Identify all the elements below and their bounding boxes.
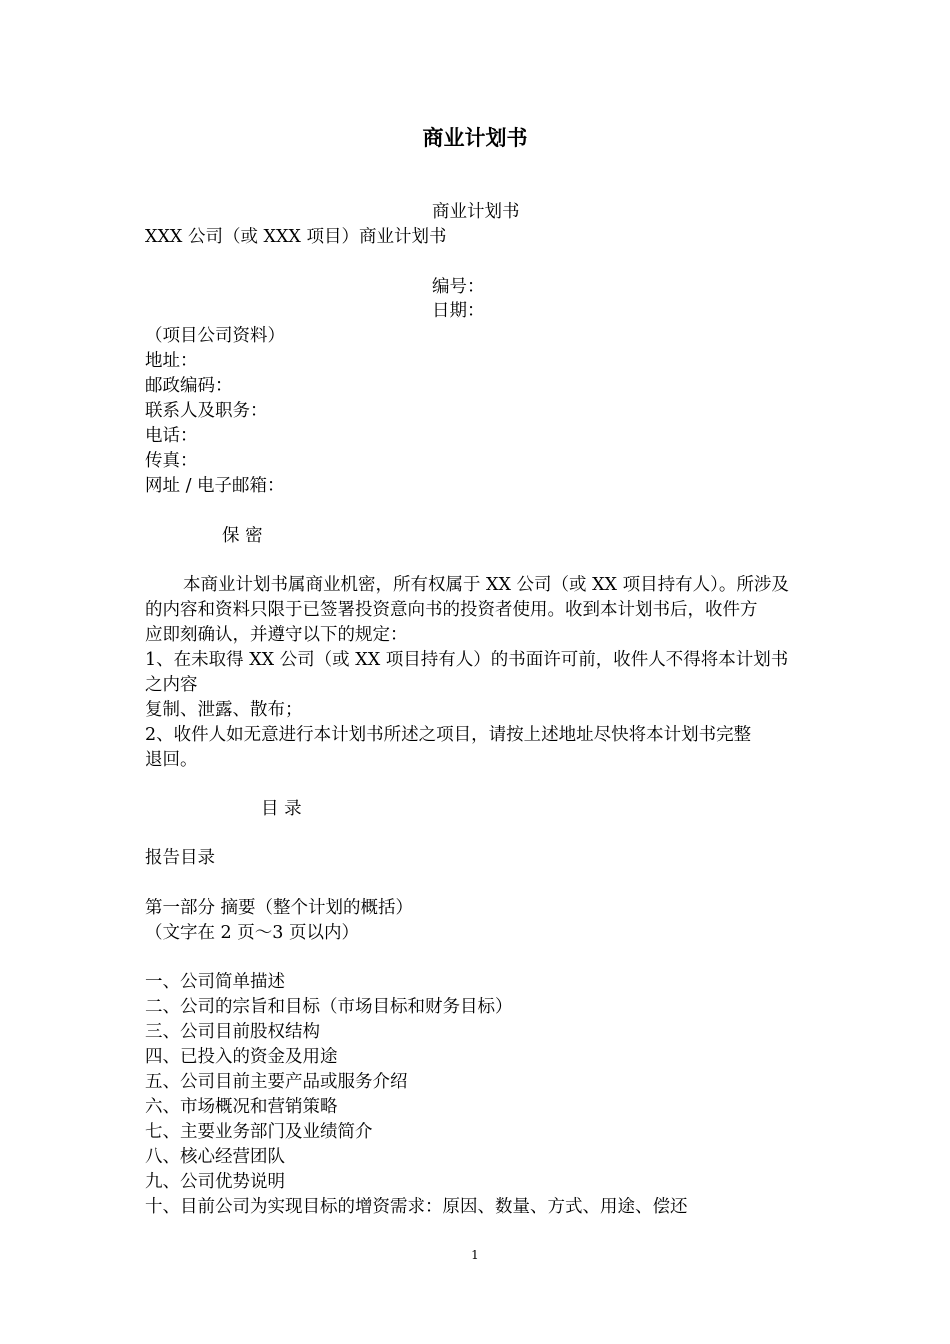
confidential-line: 1、在未取得 XX 公司（或 XX 项目持有人）的书面许可前，收件人不得将本计划书	[145, 650, 789, 670]
toc-item: 四、已投入的资金及用途	[145, 1047, 338, 1067]
part-one-title: 第一部分 摘要（整个计划的概括）	[145, 898, 414, 918]
page-number: 1	[471, 1248, 479, 1262]
field-fax: 传真：	[145, 451, 198, 471]
confidential-line: 2、收件人如无意进行本计划书所述之项目，请按上述地址尽快将本计划书完整	[145, 725, 752, 745]
toc-item: 九、公司优势说明	[145, 1172, 285, 1192]
date-label: 日期：	[432, 301, 485, 321]
toc-heading: 目 录	[261, 799, 302, 819]
toc-item: 一、公司简单描述	[145, 972, 285, 992]
toc-item: 八、核心经营团队	[145, 1147, 285, 1167]
confidential-line: 的内容和资料只限于已签署投资意向书的投资者使用。收到本计划书后，收件方	[145, 600, 758, 620]
field-website-email: 网址 / 电子邮箱：	[145, 476, 285, 496]
toc-item: 七、主要业务部门及业绩简介	[145, 1122, 373, 1142]
number-label: 编号：	[432, 277, 485, 297]
report-toc-label: 报告目录	[145, 848, 215, 868]
field-postcode: 邮政编码：	[145, 376, 233, 396]
cover-company-line: XXX 公司（或 XXX 项目）商业计划书	[145, 227, 447, 247]
confidential-heading: 保 密	[222, 526, 263, 546]
field-phone: 电话：	[145, 426, 198, 446]
part-one-note: （文字在 2 页～3 页以内）	[145, 923, 359, 943]
document-title: 商业计划书	[422, 125, 528, 150]
confidential-line: 应即刻确认，并遵守以下的规定：	[145, 625, 408, 645]
cover-subtitle: 商业计划书	[432, 202, 520, 222]
confidential-line: 之内容	[145, 675, 198, 695]
toc-item: 三、公司目前股权结构	[145, 1022, 320, 1042]
toc-item: 六、市场概况和营销策略	[145, 1097, 338, 1117]
toc-item: 五、公司目前主要产品或服务介绍	[145, 1072, 408, 1092]
field-contact: 联系人及职务：	[145, 401, 268, 421]
field-address: 地址：	[145, 351, 198, 371]
toc-item: 十、目前公司为实现目标的增资需求：原因、数量、方式、用途、偿还	[145, 1197, 688, 1217]
confidential-line: 退回。	[145, 750, 198, 770]
confidential-line: 本商业计划书属商业机密，所有权属于 XX 公司（或 XX 项目持有人）。所涉及	[183, 575, 789, 595]
confidential-line: 复制、泄露、散布；	[145, 700, 303, 720]
toc-item: 二、公司的宗旨和目标（市场目标和财务目标）	[145, 997, 513, 1017]
company-info-header: （项目公司资料）	[145, 326, 285, 346]
